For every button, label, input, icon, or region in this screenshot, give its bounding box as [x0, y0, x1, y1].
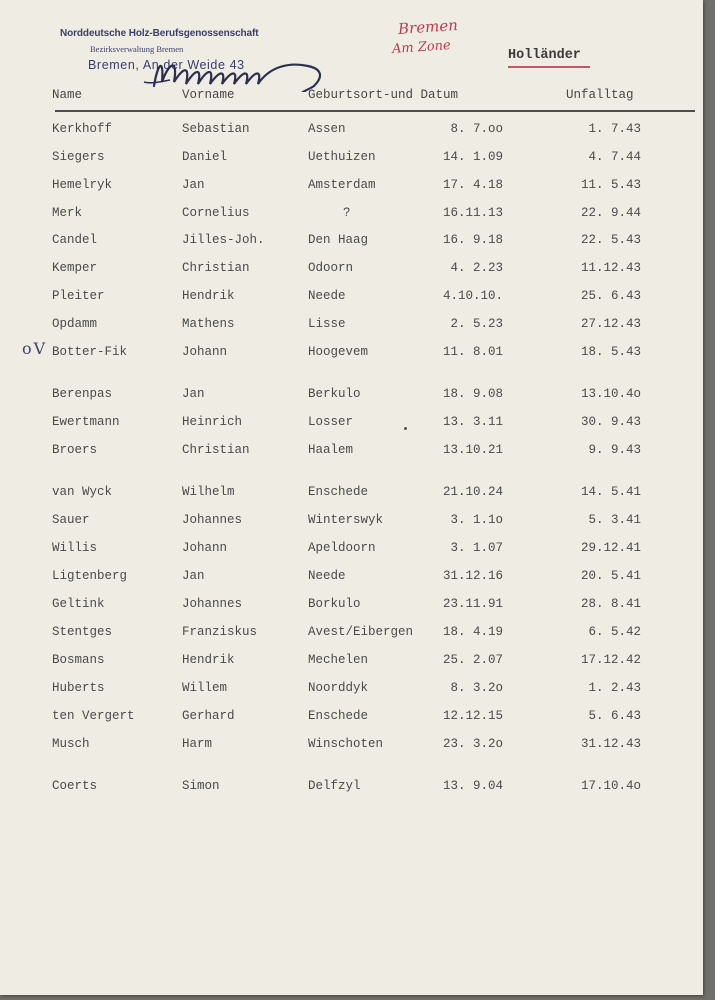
cell-accident-date: 6. 5.42	[588, 625, 641, 639]
cell-vorname: Hendrik	[182, 653, 235, 667]
cell-birthdate: 18. 4.19	[442, 625, 503, 639]
cell-vorname: Johann	[182, 541, 228, 555]
cell-name: Geltink	[52, 597, 105, 611]
table-row	[0, 387, 703, 407]
cell-birthdate: 17. 4.18	[442, 178, 503, 192]
stamp-line-1: Norddeutsche Holz-Berufsgenossenschaft	[60, 28, 259, 39]
cell-birthdate: 13.10.21	[442, 443, 503, 457]
cell-accident-date: 25. 6.43	[580, 289, 641, 303]
cell-birthplace: Assen	[308, 122, 346, 136]
cell-accident-date: 28. 8.41	[580, 597, 641, 611]
cell-birthplace: Neede	[308, 569, 346, 583]
cell-birthplace: Apeldoorn	[308, 541, 376, 555]
cell-accident-date: 27.12.43	[580, 317, 641, 331]
cell-name: Pleiter	[52, 289, 105, 303]
cell-accident-date: 17.12.42	[580, 653, 641, 667]
cell-birthplace: Delfzyl	[308, 779, 361, 793]
table-row	[0, 597, 703, 617]
cell-vorname: Johannes	[182, 597, 243, 611]
cell-name: Hemelryk	[52, 178, 113, 192]
cell-name: Musch	[52, 737, 90, 751]
cell-birthplace: Avest/Eibergen	[308, 625, 414, 639]
cell-birthplace: Berkulo	[308, 387, 361, 401]
cell-birthdate: 12.12.15	[442, 709, 503, 723]
cell-vorname: Cornelius	[182, 206, 250, 220]
cell-birthplace: Den Haag	[308, 233, 369, 247]
table-row	[0, 206, 703, 226]
cell-name: Stentges	[52, 625, 113, 639]
cell-name: Broers	[52, 443, 98, 457]
cell-birthdate: 31.12.16	[442, 569, 503, 583]
cell-birthdate: 25. 2.07	[442, 653, 503, 667]
cell-accident-date: 13.10.4o	[580, 387, 641, 401]
cell-vorname: Willem	[182, 681, 228, 695]
cell-name: Merk	[52, 206, 83, 220]
cell-vorname: Jilles-Joh.	[182, 233, 265, 247]
signature	[140, 52, 340, 92]
table-row	[0, 150, 703, 170]
table-row	[0, 317, 703, 337]
cell-name: Coerts	[52, 779, 98, 793]
cell-accident-date: 14. 5.41	[580, 485, 641, 499]
cell-vorname: Heinrich	[182, 415, 243, 429]
table-row	[0, 122, 703, 142]
cell-birthdate: 4. 2.23	[450, 261, 503, 275]
table-row	[0, 569, 703, 589]
cell-name: Candel	[52, 233, 98, 247]
annotation-line-2: Am Zone	[391, 37, 452, 58]
cell-name: Sauer	[52, 513, 90, 527]
table-row	[0, 779, 703, 799]
table-row	[0, 178, 703, 198]
cell-name: van Wyck	[52, 485, 113, 499]
cell-birthdate: 8. 7.oo	[450, 122, 503, 136]
cell-birthplace: Neede	[308, 289, 346, 303]
cell-name: Kemper	[52, 261, 98, 275]
cell-birthdate: 16.11.13	[442, 206, 503, 220]
cell-birthdate: 13. 9.04	[442, 779, 503, 793]
header-vorname: Vorname	[182, 88, 235, 102]
table-row	[0, 415, 703, 435]
cell-birthdate: 18. 9.08	[442, 387, 503, 401]
cell-name: Bosmans	[52, 653, 105, 667]
cell-accident-date: 9. 9.43	[588, 443, 641, 457]
cell-birthdate: 23. 3.2o	[442, 737, 503, 751]
cell-birthplace: Lisse	[308, 317, 346, 331]
cell-vorname: Christian	[182, 443, 250, 457]
cell-vorname: Hendrik	[182, 289, 235, 303]
table-row	[0, 443, 703, 463]
cell-vorname: Sebastian	[182, 122, 250, 136]
header-name: Name	[52, 88, 83, 102]
cell-birthplace: Mechelen	[308, 653, 369, 667]
cell-birthdate: 8. 3.2o	[450, 681, 503, 695]
cell-vorname: Daniel	[182, 150, 228, 164]
table-row	[0, 261, 703, 281]
cell-accident-date: 29.12.41	[580, 541, 641, 555]
annotation-line-1: Bremen	[397, 15, 459, 39]
table-row	[0, 737, 703, 757]
cell-birthplace: Uethuizen	[308, 150, 376, 164]
table-row	[0, 485, 703, 505]
cell-birthplace: Haalem	[308, 443, 354, 457]
cell-accident-date: 11. 5.43	[580, 178, 641, 192]
cell-name: Berenpas	[52, 387, 113, 401]
cell-vorname: Gerhard	[182, 709, 235, 723]
cell-birthplace: Winterswyk	[308, 513, 384, 527]
cell-accident-date: 5. 6.43	[588, 709, 641, 723]
cell-birthdate: 21.10.24	[442, 485, 503, 499]
cell-birthdate: 13. 3.11	[442, 415, 503, 429]
cell-vorname: Jan	[182, 178, 205, 192]
region-title: Holländer	[508, 48, 581, 63]
cell-accident-date: 22. 5.43	[580, 233, 641, 247]
table-row	[0, 653, 703, 673]
cell-accident-date: 31.12.43	[580, 737, 641, 751]
cell-birthplace: Winschoten	[308, 737, 384, 751]
stamp-line-2: Bezirksverwaltung Bremen	[90, 44, 184, 54]
table-row	[0, 513, 703, 533]
cell-name: Siegers	[52, 150, 105, 164]
cell-vorname: Simon	[182, 779, 220, 793]
cell-vorname: Christian	[182, 261, 250, 275]
cell-name: Ligtenberg	[52, 569, 128, 583]
cell-name: ten Vergert	[52, 709, 135, 723]
cell-accident-date: 1. 2.43	[588, 681, 641, 695]
cell-vorname: Jan	[182, 569, 205, 583]
header-rule	[55, 110, 695, 112]
cell-vorname: Johann	[182, 345, 228, 359]
handwritten-margin-mark: oV	[22, 339, 48, 358]
cell-birthdate: 2. 5.23	[450, 317, 503, 331]
cell-name: Botter-Fik	[52, 345, 128, 359]
cell-vorname: Franziskus	[182, 625, 258, 639]
cell-birthplace: Borkulo	[308, 597, 361, 611]
table-row	[0, 625, 703, 645]
table-row	[0, 681, 703, 701]
cell-birthplace: Amsterdam	[308, 178, 376, 192]
cell-birthplace: Losser	[308, 415, 354, 429]
cell-vorname: Mathens	[182, 317, 235, 331]
cell-vorname: Johannes	[182, 513, 243, 527]
cell-birthdate: 14. 1.09	[442, 150, 503, 164]
cell-name: Willis	[52, 541, 98, 555]
cell-birthplace: Odoorn	[308, 261, 354, 275]
cell-birthplace: Hoogevem	[308, 345, 369, 359]
cell-birthdate: 3. 1.1o	[450, 513, 503, 527]
cell-vorname: Harm	[182, 737, 213, 751]
table-row	[0, 345, 703, 365]
header-geburtsort: Geburtsort-und Datum	[308, 88, 459, 102]
cell-birthdate: 16. 9.18	[442, 233, 503, 247]
cell-name: Ewertmann	[52, 415, 120, 429]
table-row	[0, 709, 703, 729]
cell-accident-date: 4. 7.44	[588, 150, 641, 164]
cell-birthplace: ?	[343, 206, 351, 220]
table-row	[0, 289, 703, 309]
cell-birthdate: 4.10.10.	[442, 289, 503, 303]
region-title-underline	[508, 66, 590, 68]
header-unfalltag: Unfalltag	[566, 88, 634, 102]
cell-name: Kerkhoff	[52, 122, 113, 136]
cell-accident-date: 1. 7.43	[588, 122, 641, 136]
stamp-line-3: Bremen, An der Weide 43	[88, 58, 245, 72]
cell-birthdate: 11. 8.01	[442, 345, 503, 359]
cell-vorname: Jan	[182, 387, 205, 401]
cell-accident-date: 11.12.43	[580, 261, 641, 275]
cell-birthplace: Enschede	[308, 485, 369, 499]
cell-accident-date: 20. 5.41	[580, 569, 641, 583]
cell-vorname: Wilhelm	[182, 485, 235, 499]
table-row	[0, 233, 703, 253]
cell-birthdate: 23.11.91	[442, 597, 503, 611]
cell-accident-date: 5. 3.41	[588, 513, 641, 527]
cell-name: Huberts	[52, 681, 105, 695]
cell-birthdate: 3. 1.07	[450, 541, 503, 555]
cell-accident-date: 30. 9.43	[580, 415, 641, 429]
table-row	[0, 541, 703, 561]
cell-name: Opdamm	[52, 317, 98, 331]
cell-accident-date: 17.10.4o	[580, 779, 641, 793]
cell-accident-date: 22. 9.44	[580, 206, 641, 220]
cell-birthplace: Enschede	[308, 709, 369, 723]
cell-birthplace: Noorddyk	[308, 681, 369, 695]
cell-accident-date: 18. 5.43	[580, 345, 641, 359]
